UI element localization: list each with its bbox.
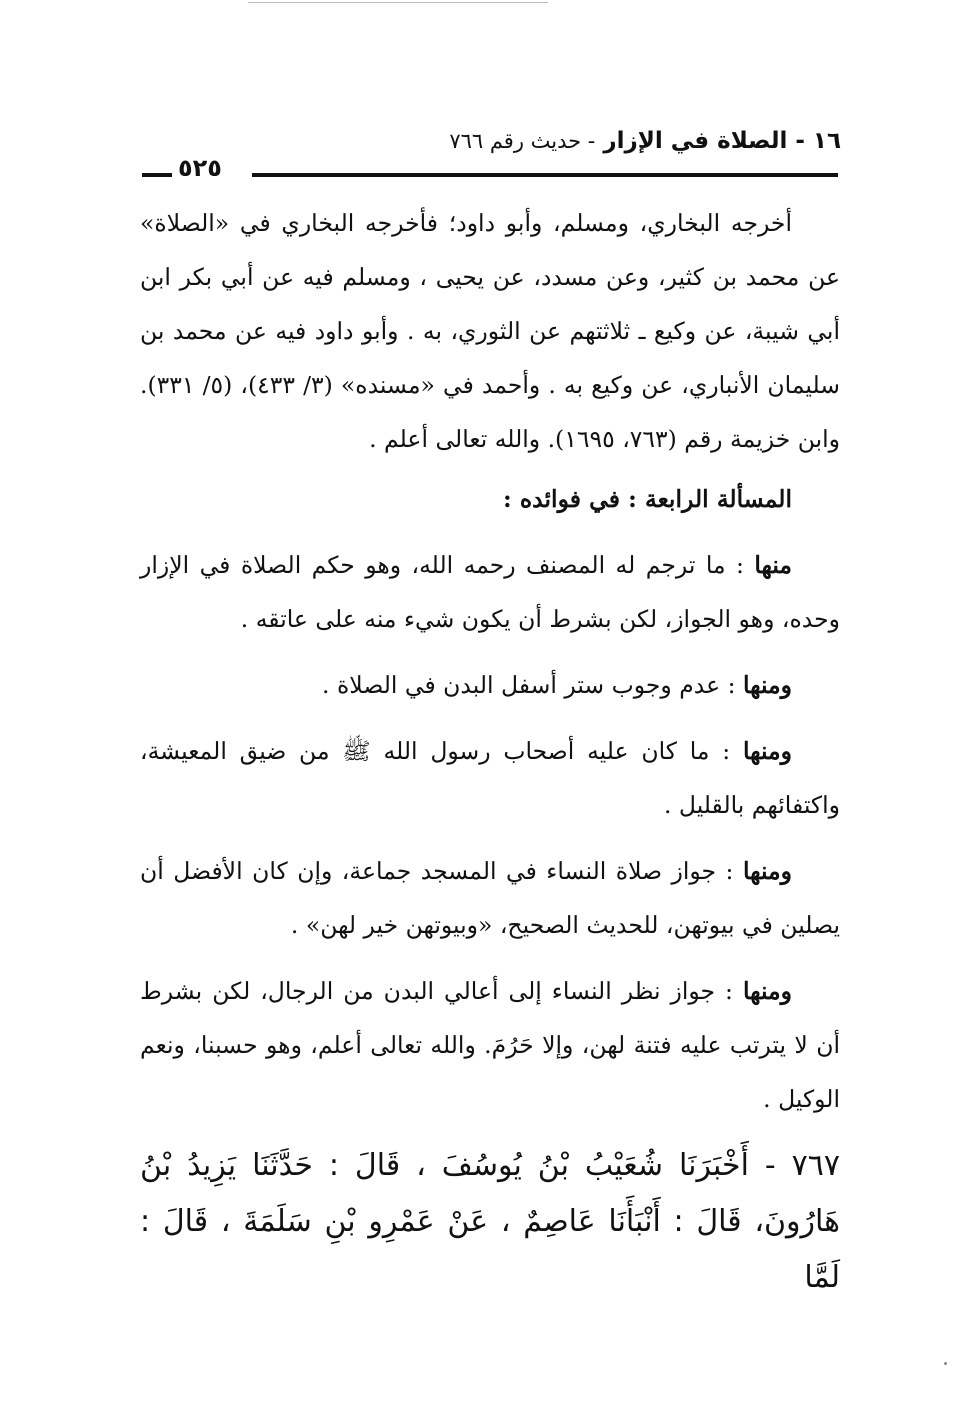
chapter-title: ١٦ - الصلاة في الإزار <box>603 128 841 154</box>
running-header <box>449 128 841 154</box>
benefit-lead: ومنها <box>742 857 792 885</box>
benefit-text: : جواز صلاة النساء في المسجد جماعة، وإن كان الأفضل أن يصلين في بيوتهن، للحديث الصحيح، «وبيوتهن خير لهن» . <box>140 857 840 939</box>
benefit-2 <box>140 658 840 712</box>
benefit-lead: ومنها <box>742 671 792 699</box>
benefit-lead: ومنها <box>742 737 792 765</box>
benefit-text: : جواز نظر النساء إلى أعالي البدن من الرجال، لكن بشرط أن لا يترتب عليه فتنة لهن، وإلا حَرُمَ. والله تعالى أعلم، وهو حسبنا، ونعم الوكيل . <box>140 977 840 1113</box>
hadith-reference: - حديث رقم ٧٦٦ <box>449 129 596 153</box>
benefit-4 <box>140 844 840 952</box>
hadith-text: ٧٦٧ - أَخْبَرَنَا شُعَيْبُ بْنُ يُوسُفَ ، قَالَ : حَدَّثَنَا يَزِيدُ بْنُ هَارُونَ، قَالَ : أَنْبَأَنَا عَاصِمٌ ، عَنْ عَمْرِو بْنِ سَلَمَةَ ، قَالَ : لَمَّا <box>140 1148 840 1295</box>
top-edge-rule <box>248 2 548 3</box>
page-number-dash <box>142 173 172 177</box>
benefit-5 <box>140 964 840 1126</box>
paragraph-takhrij: أخرجه البخاري، ومسلم، وأبو داود؛ فأخرجه البخاري في «الصلاة» عن محمد بن كثير، وعن مسدد، عن يحيى ، ومسلم فيه عن أبي بكر ابن أبي شيبة، عن وكيع ـ ثلاثتهم عن الثوري، به . وأبو داود فيه عن محمد بن سليمان الأنباري، عن وكيع به . وأحمد في «مسنده» (٣/ ٤٣٣)، (٥/ ٣٣١). وابن خزيمة رقم (٧٦٣، ١٦٩٥). والله تعالى أعلم . <box>140 209 840 453</box>
section-heading: المسألة الرابعة : في فوائده : <box>503 485 792 513</box>
header-rule <box>252 173 838 177</box>
benefit-3 <box>140 724 840 832</box>
benefit-lead: منها <box>754 551 792 579</box>
benefit-text: : ما ترجم له المصنف رحمه الله، وهو حكم الصلاة في الإزار وحده، وهو الجواز، لكن بشرط أن يكون شيء منه على عاتقه . <box>140 551 840 633</box>
benefit-1 <box>140 538 840 646</box>
body-text <box>140 196 840 1126</box>
page-number: ٥٢٥ <box>178 154 222 182</box>
benefit-lead: ومنها <box>742 977 792 1005</box>
benefit-text: : ما كان عليه أصحاب رسول الله ﷺ من ضيق المعيشة، واكتفائهم بالقليل . <box>140 737 840 819</box>
scan-speck <box>944 1362 947 1365</box>
hadith-block <box>140 1138 840 1306</box>
benefit-text: : عدم وجوب ستر أسفل البدن في الصلاة . <box>322 671 743 699</box>
